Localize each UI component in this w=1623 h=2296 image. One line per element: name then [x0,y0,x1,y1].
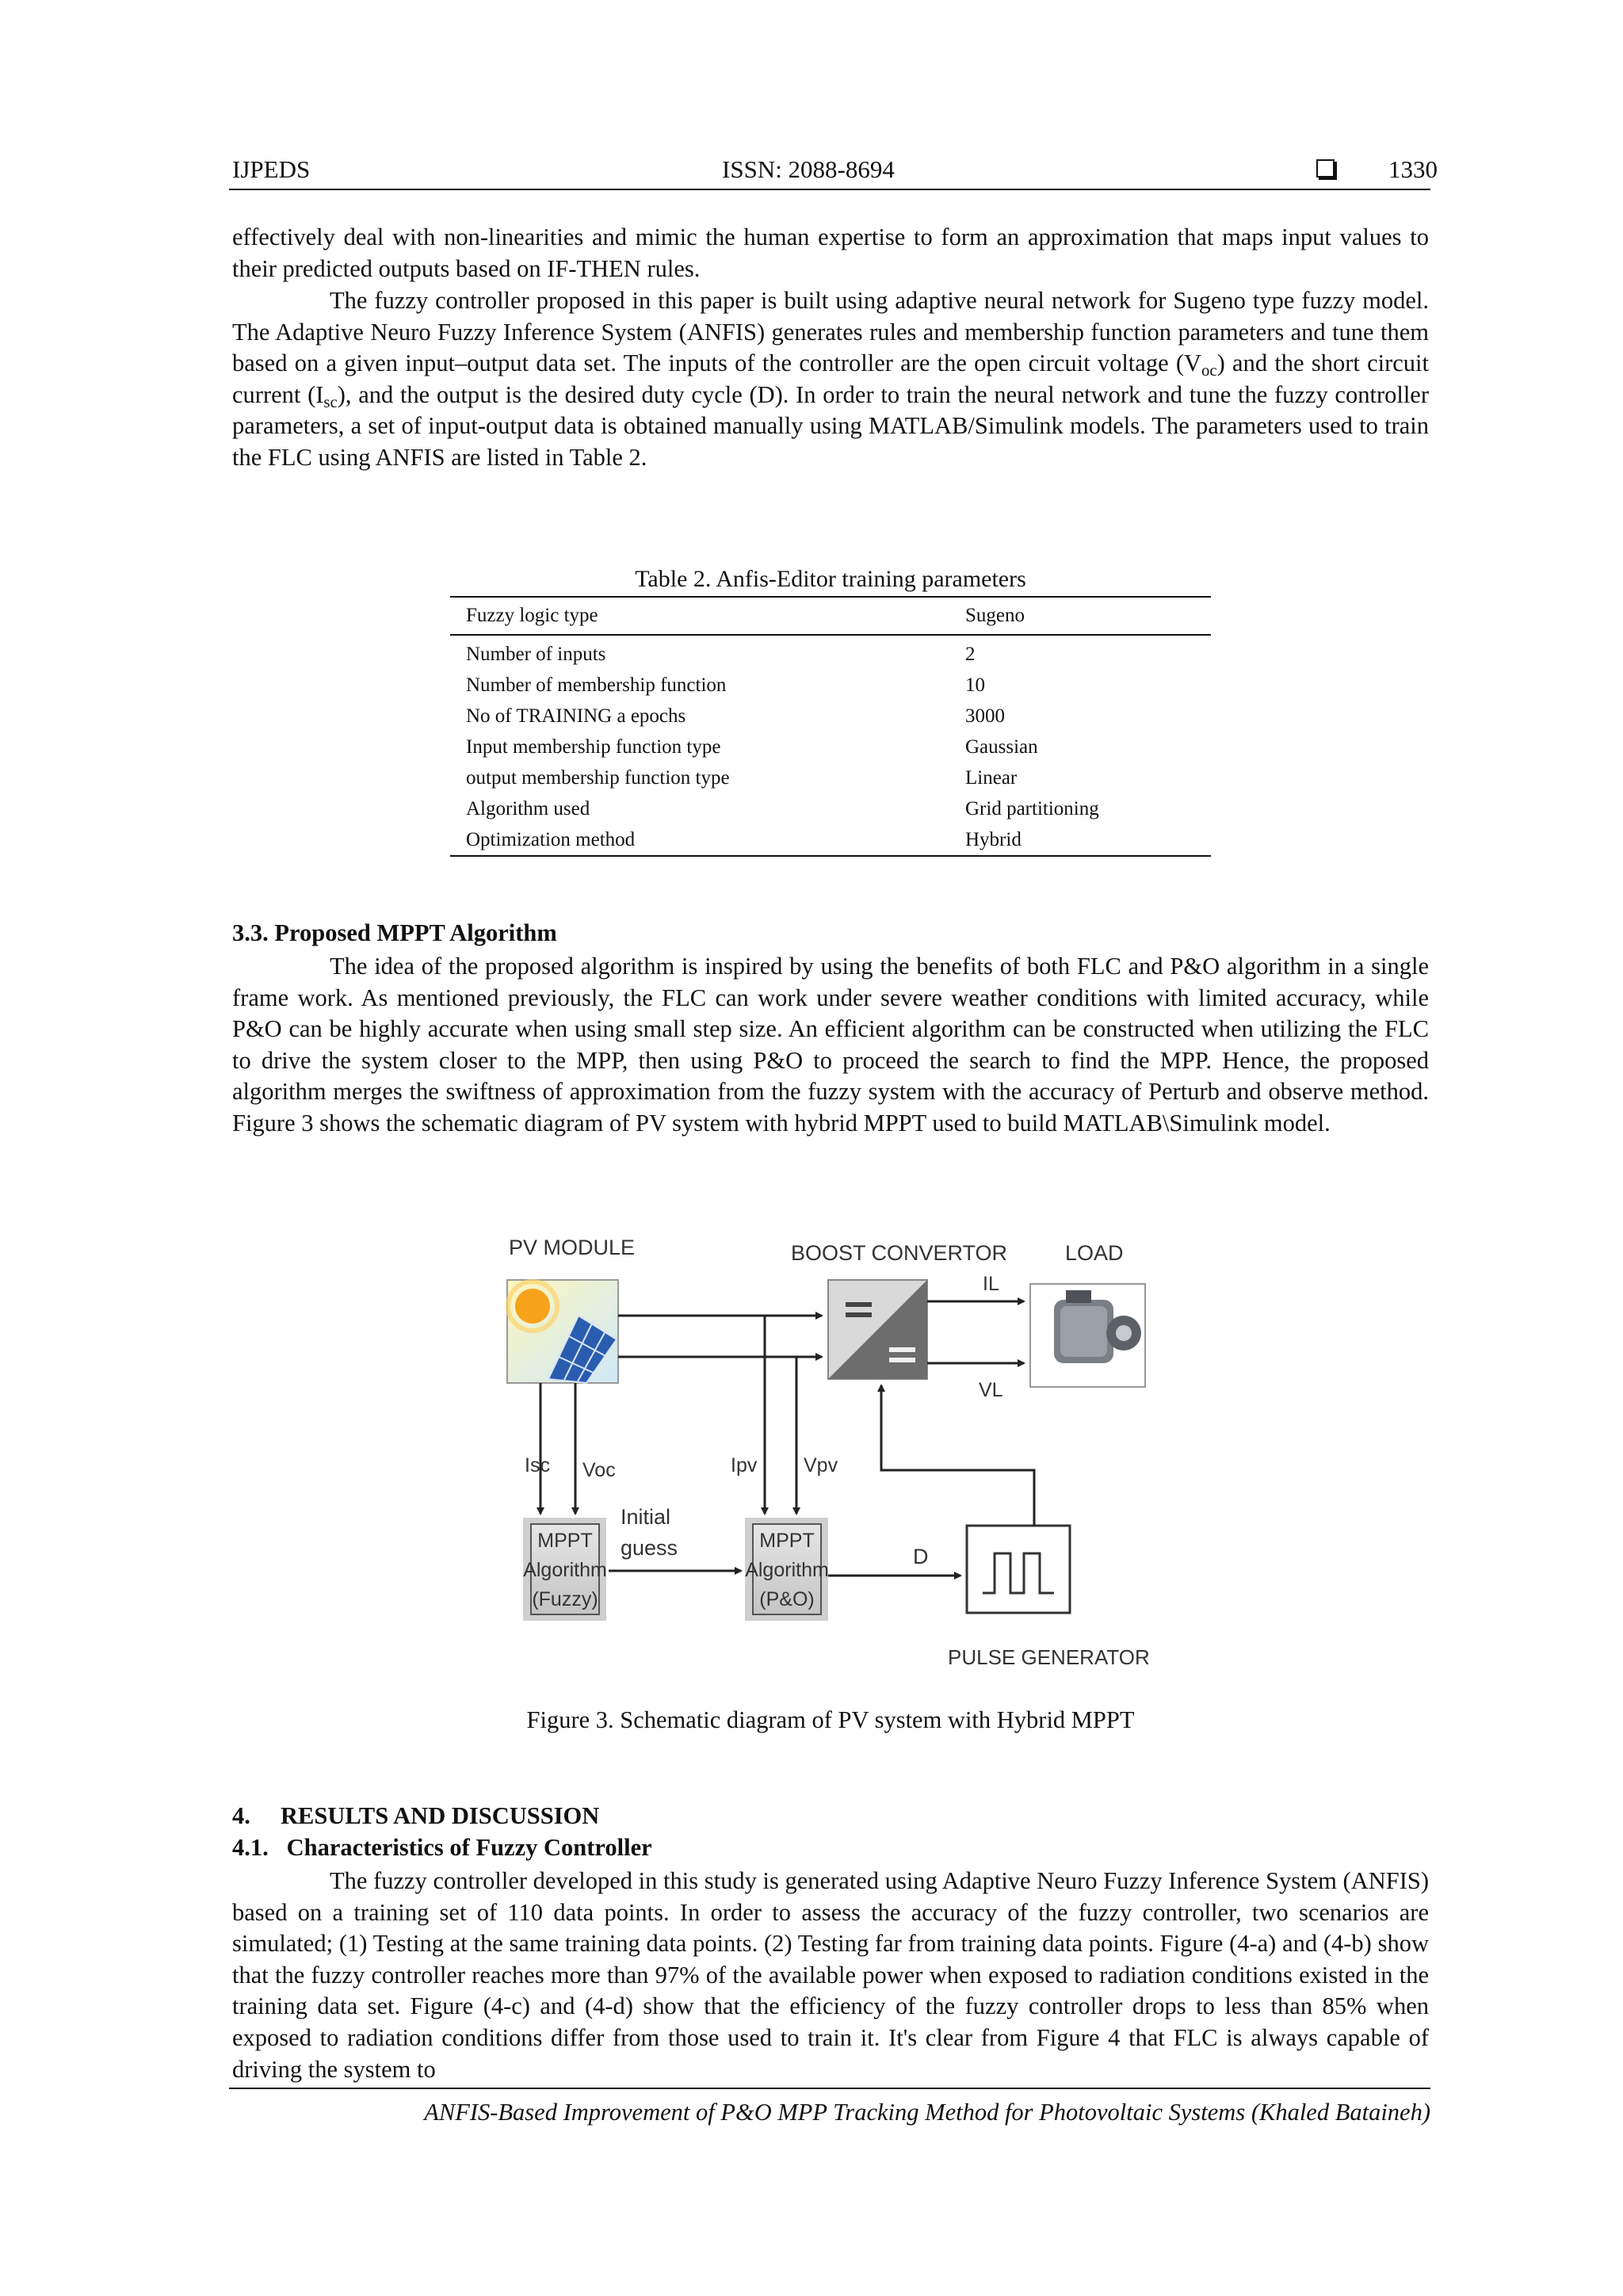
table-row [450,793,1211,824]
issn: ISSN: 2088-8694 [722,155,895,183]
boost-convertor-label: BOOST CONVERTOR [791,1241,1008,1265]
mppt-fuzzy-block [523,1518,607,1621]
mppt-po-block [745,1518,829,1621]
table-cell: Hybrid [949,824,1211,856]
table-row [450,670,1211,701]
pulse-generator-icon [967,1526,1070,1613]
section-heading-3-3: 3.3. Proposed MPPT Algorithm [232,919,557,946]
table-cell: Optimization method [450,824,949,856]
voc-label: Voc [582,1459,616,1481]
footer-rule [229,2088,1430,2089]
running-footer: ANFIS-Based Improvement of P&O MPP Tracking Method for Photovoltaic Systems (Khaled Bataineh) [424,2099,1430,2126]
table-cell: Algorithm used [466,797,590,819]
table-row [450,635,1211,670]
table-cell: 3000 [965,705,1005,727]
table-cell: No of TRAINING a epochs [466,705,686,727]
il-label: IL [983,1273,999,1295]
isc-label: Isc [525,1454,550,1477]
ipv-label: Ipv [731,1454,758,1477]
guess-label: guess [621,1536,678,1560]
intro-paragraph-1: effectively deal with non-linearities and mimic the human expertise to form an approximation that maps input values to their predicted outputs based on IF-THEN rules. [232,223,1429,282]
table-header-cell: Fuzzy logic type [450,597,949,635]
mppt-po-line-2: Algorithm [745,1559,829,1581]
table-cell: Linear [965,766,1018,789]
mppt-po-line-1: MPPT [759,1530,815,1552]
boost-converter-icon [828,1280,927,1379]
initial-label: Initial [621,1505,671,1529]
mppt-fuzzy-line-1: MPPT [537,1530,593,1552]
training-parameters-table [450,596,1211,857]
table-cell: Gaussian [965,735,1038,758]
square-outline-icon [1316,159,1335,178]
header-rule [229,189,1430,190]
figure-caption: Figure 3. Schematic diagram of PV system with Hybrid MPPT [526,1706,1135,1733]
pulse-generator-label: PULSE GENERATOR [948,1645,1150,1669]
section-4-1-body: The fuzzy controller developed in this study is generated using Adaptive Neuro Fuzzy Inference System (ANFIS) based on a training set of 110 data points. In order to assess the accuracy of the fuzzy controller, two scenarios are simulated; (1) Testing at the same training data points. (2) Testing far from training data points. Figure (4-a) and (4-b) show that the fuzzy controller reaches more than 97% of the available power when exposed to radiation conditions existed in the training data set. Figure (4-c) and (4-d) show that the efficiency of the fuzzy controller drops to less than 85% when exposed to radiation conditions differ from those used to train it. It's clear from Figure 4 that FLC is always capable of driving the system to [232,1867,1429,2083]
table-row [450,732,1211,762]
mppt-fuzzy-line-2: Algorithm [523,1559,607,1581]
journal-name: IJPEDS [232,155,311,183]
motor-load-icon [1030,1284,1145,1387]
table-cell: Number of membership function [466,674,727,696]
table-caption: Table 2. Anfis-Editor training parameters [635,566,1026,592]
duty-cycle-label: D [913,1545,929,1568]
pv-panel-icon [507,1280,618,1383]
section-heading-4: 4. RESULTS AND DISCUSSION [232,1802,600,1829]
table-header-cell: Sugeno [949,597,1211,635]
table-row [450,824,1211,856]
table-cell: output membership function type [466,766,730,789]
pv-module-label: PV MODULE [509,1236,636,1259]
section-3-3-body: The idea of the proposed algorithm is inspired by using the benefits of both FLC and P&O algorithm in a single frame work. As mentioned previously, the FLC can work under severe weather conditions with limited accuracy, while P&O can be highly accurate when using small step size. An efficient algorithm can be constructed when utilizing the FLC to drive the system closer to the MPP, then using P&O to proceed the search to find the MPP. Hence, the proposed algorithm merges the swiftness of approximation from the fuzzy system with the accuracy of Perturb and observe method. Figure 3 shows the schematic diagram of PV system with hybrid MPPT used to build MATLAB\Simulink model. [232,953,1429,1137]
table-row [450,762,1211,793]
table-row [450,701,1211,732]
page-number: 1330 [1388,155,1438,183]
vpv-label: Vpv [804,1454,838,1477]
section-heading-4-1: 4.1. Characteristics of Fuzzy Controller [232,1834,652,1861]
table-cell: 2 [965,643,976,665]
table-cell: 10 [965,674,985,696]
pv-system-diagram [475,1221,1173,1680]
table-cell: Input membership function type [466,735,721,758]
mppt-po-line-3: (P&O) [759,1588,815,1610]
vl-label: VL [979,1379,1003,1401]
intro-paragraph-2: The fuzzy controller proposed in this paper is built using adaptive neural network for Sugeno type fuzzy model. The Adaptive Neuro Fuzzy Inference System (ANFIS) generates rules and membership function parameters and tune them based on a given input–output data set. The inputs of the controller are the open circuit voltage $(V_{oc})$ and the short circuit current $(I_{sc})$, and the output is the desired duty cycle (D). In order to train the neural network and tune the fuzzy controller parameters, a set of input-output data is obtained manually using MATLAB/Simulink models. The parameters used to train the FLC using ANFIS are listed in Table 2. [232,287,1429,471]
table-header-row [450,597,1211,635]
table-cell: Grid partitioning [965,797,1099,819]
table-cell: Number of inputs [466,643,606,665]
load-label: LOAD [1065,1241,1124,1265]
mppt-fuzzy-line-3: (Fuzzy) [532,1588,598,1610]
